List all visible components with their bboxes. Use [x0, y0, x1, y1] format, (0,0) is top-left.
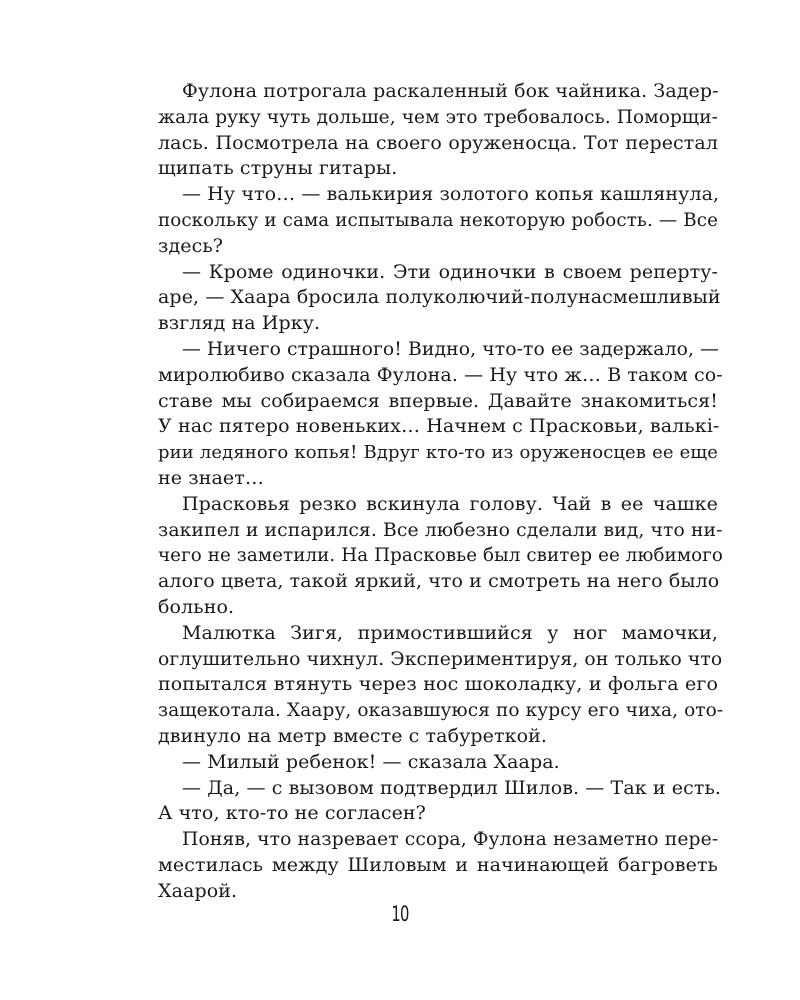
text-line: Фулона потрогала раскаленный бок чайника. Задер- — [182, 80, 719, 102]
text-line: миролюбиво сказала Фулона. — Ну что ж… В таком со- — [158, 363, 723, 386]
text-line: местилась между Шиловым и начинающей багроветь — [158, 853, 718, 876]
text-line: аре, — Хаара бросила полуколючий-полунасмешливый — [158, 286, 721, 309]
text-line: жала руку чуть дольше, чем это требовалось. Поморщи- — [158, 106, 718, 128]
text-line: — Да, — с вызовом подтвердил Шилов. — Так и есть. — [182, 776, 722, 799]
text-line: не знает… — [158, 466, 264, 489]
text-line: Прасковья резко вскинула голову. Чай в ее чашке — [182, 492, 718, 515]
text-line: — Кроме одиночки. Эти одиночки в своем реперту- — [182, 260, 718, 283]
text-line: двинуло на метр вместе с табуреткой. — [158, 724, 548, 747]
text-line: поскольку и сама испытывала некоторую робость. — Все — [158, 209, 718, 231]
text-line: попытался втянуть через нос шоколадку, и фольга его — [158, 673, 718, 696]
text-line: Малютка Зигя, примостившийся у ног мамочки, — [182, 621, 718, 644]
text-line: больно. — [158, 595, 235, 618]
page-number: 10 — [391, 902, 409, 926]
text-line: Поняв, что назревает ссора, Фулона незаметно пере- — [182, 829, 719, 851]
text-line: закипел и испарился. Все любезно сделали вид, что ни- — [158, 519, 723, 541]
text-line: щипать струны гитары. — [158, 157, 398, 180]
text-line: лась. Посмотрела на своего оруженосца. Тот перестал — [158, 131, 718, 154]
text-line: — Милый ребенок! — сказала Хаара. — [182, 750, 560, 773]
text-line: — Ну что… — валькирия золотого копья кашлянула, — [182, 183, 720, 206]
text-line: чего не заметили. На Прасковье был свитер ее любимого — [158, 545, 723, 567]
text-line: А что, кто-то не согласен? — [158, 802, 426, 825]
text-line: взгляд на Ирку. — [158, 312, 321, 335]
body-text — [158, 79, 724, 905]
text-line: — Ничего страшного! Видно, что-то ее задержало, — — [182, 338, 719, 360]
text-line: оглушительно чихнул. Экспериментируя, он только что — [158, 648, 723, 670]
text-line: защекотала. Хаару, оказавшуюся по курсу его чиха, ото- — [158, 700, 724, 722]
text-line: здесь? — [158, 234, 224, 257]
text-line: ставе мы собираемся впервые. Давайте знакомиться! — [158, 389, 718, 412]
text-line: алого цвета, такой яркий, что и смотреть на него было — [158, 570, 720, 593]
text-line: рии ледяного копья! Вдруг кто-то из оруженосцев ее еще — [158, 442, 718, 464]
text-line: Хаарой. — [158, 879, 238, 902]
text-line: У нас пятеро новеньких… Начнем с Прасковьи, валькі- — [158, 415, 720, 438]
